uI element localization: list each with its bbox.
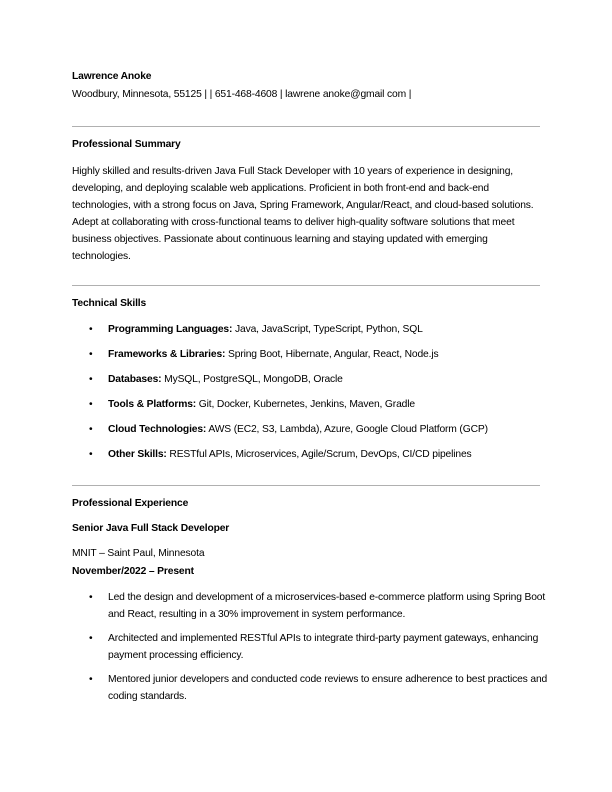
job-dates: November/2022 – Present (72, 566, 194, 577)
bullet-text: Led the design and development of a microservices-based e-commerce platform using Spring Boot and React, resulting in a 30% improvement in system performance. (108, 592, 546, 620)
bullet-icon: • (89, 424, 93, 435)
skill-value: Java, JavaScript, TypeScript, Python, SQL (232, 324, 423, 335)
skill-value: RESTful APIs, Microservices, Agile/Scrum, DevOps, CI/CD pipelines (166, 449, 472, 460)
job-title: Senior Java Full Stack Developer (72, 523, 230, 534)
candidate-name: Lawrence Anoke (72, 71, 152, 82)
skill-item (72, 397, 548, 422)
section-heading-summary: Professional Summary (72, 139, 181, 150)
job-bullet (72, 672, 548, 705)
bullet-icon: • (89, 399, 93, 410)
skill-item (72, 447, 548, 472)
bullet-icon: • (89, 674, 93, 685)
section-heading-skills: Technical Skills (72, 298, 147, 309)
job-bullets (72, 590, 548, 713)
bullet-icon: • (89, 592, 93, 603)
skill-label: Other Skills: (108, 449, 167, 460)
section-heading-experience: Professional Experience (72, 498, 189, 509)
bullet-icon: • (89, 324, 93, 335)
skill-item (72, 347, 548, 372)
skill-label: Tools & Platforms: (108, 399, 197, 410)
skill-label: Programming Languages: (108, 324, 233, 335)
skill-item (72, 372, 548, 397)
summary-text: Highly skilled and results-driven Java Full Stack Developer with 10 years of experience in designing, developing, and deploying scalable web applications. Proficient in both front-end and back-end technologies, with a strong focus on Java, Spring Framework, Angular/React, and cloud-based solutions. Adept at collaborating with cross-functional teams to deliver high-quality software solutions that meet business objectives. Passionate about continuous learning and staying updated with emerging technologies. (72, 166, 534, 262)
skill-item (72, 322, 548, 347)
skill-label: Frameworks & Libraries: (108, 349, 226, 360)
skill-value: AWS (EC2, S3, Lambda), Azure, Google Cloud Platform (GCP) (206, 424, 488, 435)
skill-label: Cloud Technologies: (108, 424, 207, 435)
bullet-icon: • (89, 633, 93, 644)
skill-value: Spring Boot, Hibernate, Angular, React, Node.js (225, 349, 439, 360)
bullet-icon: • (89, 349, 93, 360)
job-bullet (72, 631, 548, 664)
skill-value: MySQL, PostgreSQL, MongoDB, Oracle (161, 374, 343, 385)
divider (72, 285, 540, 286)
job-bullet (72, 590, 548, 623)
skill-label: Databases: (108, 374, 162, 385)
skills-list (72, 322, 548, 472)
skill-item (72, 422, 548, 447)
job-company: MNIT – Saint Paul, Minnesota (72, 548, 205, 559)
bullet-text: Mentored junior developers and conducted code reviews to ensure adherence to best practices and coding standards. (108, 674, 548, 702)
divider (72, 485, 540, 486)
skill-value: Git, Docker, Kubernetes, Jenkins, Maven, Gradle (196, 399, 415, 410)
contact-info: Woodbury, Minnesota, 55125 | | 651-468-4608 | lawrene anoke@gmail com | (72, 89, 412, 100)
divider (72, 126, 540, 127)
bullet-icon: • (89, 449, 93, 460)
bullet-icon: • (89, 374, 93, 385)
bullet-text: Architected and implemented RESTful APIs to integrate third-party payment gateways, enhancing payment processing efficiency. (108, 633, 539, 661)
